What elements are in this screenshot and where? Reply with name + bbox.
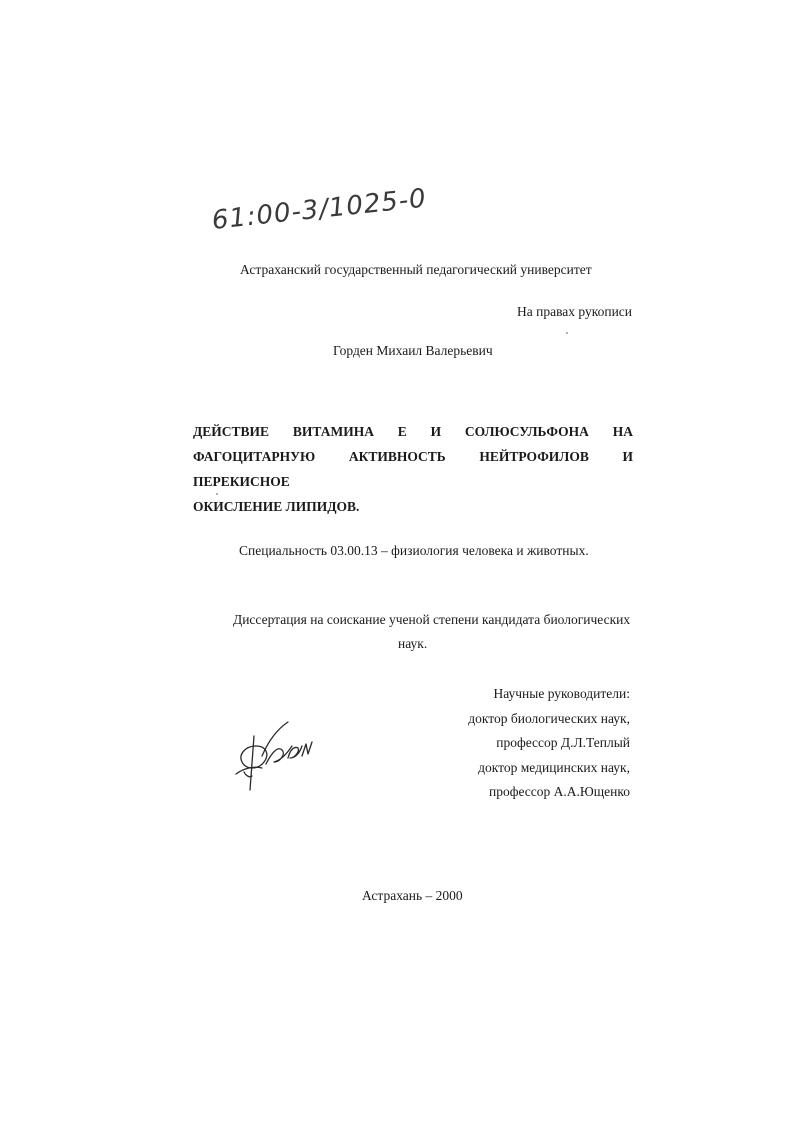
paper-speck [216,493,218,495]
title-line-3: ОКИСЛЕНИЕ ЛИПИДОВ. [193,499,360,514]
supervisor-1-name: профессор Д.Л.Теплый [496,735,630,750]
degree-statement-line-2: наук. [398,636,428,651]
degree-statement-line-1: Диссертация на соискание ученой степени кандидата биологических [233,612,631,627]
author-signature [232,716,322,798]
specialty: Специальность 03.00.13 – физиология человека и животных. [239,543,589,558]
title-line-2: ФАГОЦИТАРНУЮ АКТИВНОСТЬ НЕЙТРОФИЛОВ И ПЕРЕКИСНОЕ [193,449,633,489]
supervisor-2-degree: доктор медицинских наук, [478,759,630,775]
university-name: Астраханский государственный педагогический университет [240,262,592,277]
author-name: Горден Михаил Валерьевич [333,343,493,358]
city-and-year: Астрахань – 2000 [362,888,463,903]
supervisor-2-name: профессор А.А.Ющенко [488,784,630,799]
paper-speck [566,332,568,334]
rights-note: На правах рукописи [517,304,633,319]
archive-code-handwritten: 61:00-3/1025-0 [210,183,429,236]
supervisors-heading: Научные руководители: [493,686,630,701]
supervisor-1-degree: доктор биологических наук, [468,710,630,726]
dissertation-title [193,419,633,519]
supervisors-block [420,682,630,805]
title-line-1: ДЕЙСТВИЕ ВИТАМИНА Е И СОЛЮСУЛЬФОНА НА [193,424,633,439]
